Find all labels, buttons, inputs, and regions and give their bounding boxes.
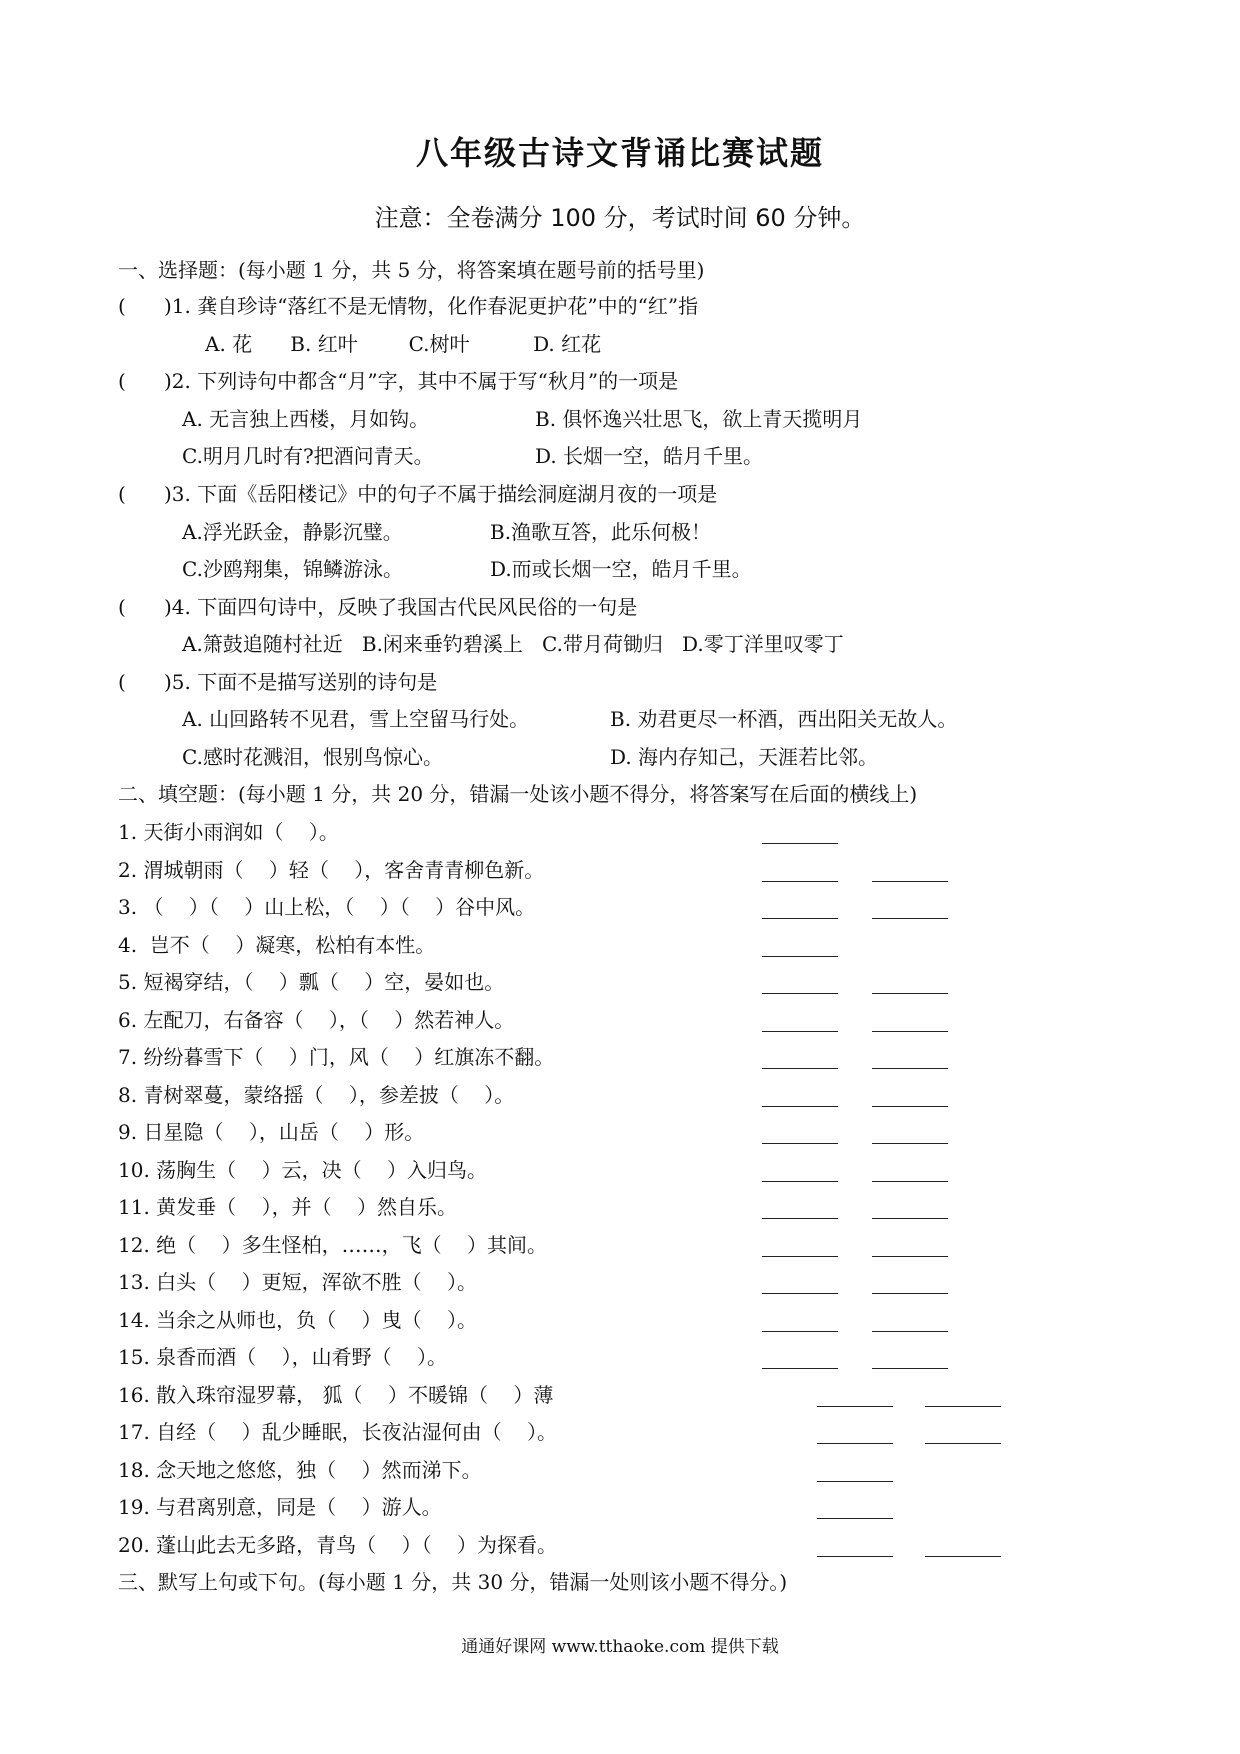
- question-1-options: A. 花 B. 红叶 C.树叶 D. 红花: [205, 332, 602, 356]
- fill-item-19: 19. 与君离别意，同是（ ）游人。: [118, 1495, 442, 1519]
- answer-blank[interactable]: [762, 1217, 838, 1219]
- answer-blank[interactable]: [817, 1442, 893, 1444]
- fill-item-18: 18. 念天地之悠悠，独（ ）然而涕下。: [118, 1458, 482, 1482]
- fill-item-9: 9. 日星隐（ ），山岳（ ）形。: [118, 1120, 425, 1144]
- answer-blank[interactable]: [762, 1367, 838, 1369]
- answer-blank[interactable]: [872, 1105, 948, 1107]
- answer-blank[interactable]: [762, 1180, 838, 1182]
- fill-item-20: 20. 蓬山此去无多路，青鸟（ ）（ ）为探看。: [118, 1533, 558, 1557]
- question-5-option-a: A. 山回路转不见君，雪上空留马行处。: [182, 707, 530, 731]
- fill-item-7: 7. 纷纷暮雪下（ ）门，风（ ）红旗冻不翻。: [118, 1045, 555, 1069]
- answer-blank[interactable]: [762, 1030, 838, 1032]
- question-2-option-c: C.明月几时有?把酒问青天。: [182, 444, 434, 468]
- answer-blank[interactable]: [872, 880, 948, 882]
- answer-blank[interactable]: [872, 992, 948, 994]
- question-4: ( )4. 下面四句诗中，反映了我国古代民风民俗的一句是: [118, 595, 638, 619]
- question-1: ( )1. 龚自珍诗“落红不是无情物，化作春泥更护花”中的“红”指: [118, 294, 699, 318]
- section2-heading: 二、填空题：(每小题 1 分，共 20 分，错漏一处该小题不得分，将答案写在后面的横线上): [118, 782, 918, 806]
- answer-blank[interactable]: [872, 1180, 948, 1182]
- answer-blank[interactable]: [872, 1255, 948, 1257]
- answer-blank[interactable]: [762, 880, 838, 882]
- answer-blank[interactable]: [925, 1405, 1001, 1407]
- fill-item-2: 2. 渭城朝雨（ ）轻（ ），客舍青青柳色新。: [118, 858, 545, 882]
- answer-blank[interactable]: [925, 1442, 1001, 1444]
- question-3-option-b: B.渔歌互答，此乐何极！: [490, 520, 712, 544]
- answer-blank[interactable]: [872, 917, 948, 919]
- question-5-option-b: B. 劝君更尽一杯酒，西出阳关无故人。: [610, 707, 958, 731]
- question-5: ( )5. 下面不是描写送别的诗句是: [118, 670, 438, 694]
- answer-blank[interactable]: [817, 1405, 893, 1407]
- page-title: 八年级古诗文背诵比赛试题: [415, 134, 824, 172]
- question-3: ( )3. 下面《岳阳楼记》中的句子不属于描绘洞庭湖月夜的一项是: [118, 482, 718, 506]
- fill-item-4: 4. 岂不（ ）凝寒，松柏有本性。: [118, 933, 436, 957]
- question-5-option-d: D. 海内存知己，天涯若比邻。: [610, 745, 879, 769]
- exam-note: 注意：全卷满分 100 分，考试时间 60 分钟。: [374, 204, 866, 232]
- fill-item-14: 14. 当余之从师也，负（ ）曳（ ）。: [118, 1308, 478, 1332]
- answer-blank[interactable]: [762, 1142, 838, 1144]
- question-3-option-a: A.浮光跃金，静影沉璧。: [182, 520, 403, 544]
- answer-blank[interactable]: [872, 1142, 948, 1144]
- answer-blank[interactable]: [925, 1555, 1001, 1557]
- fill-item-11: 11. 黄发垂（ ），并（ ）然自乐。: [118, 1195, 458, 1219]
- question-2-option-d: D. 长烟一空，皓月千里。: [535, 444, 764, 468]
- page-footer: 通通好课网 www.tthaoke.com 提供下载: [461, 1637, 779, 1657]
- answer-blank[interactable]: [872, 1067, 948, 1069]
- fill-item-13: 13. 白头（ ）更短，浑欲不胜（ ）。: [118, 1270, 478, 1294]
- answer-blank[interactable]: [872, 1330, 948, 1332]
- question-2-option-b: B. 俱怀逸兴壮思飞，欲上青天揽明月: [535, 407, 863, 431]
- question-5-option-c: C.感时花溅泪，恨别鸟惊心。: [182, 745, 443, 769]
- answer-blank[interactable]: [872, 1367, 948, 1369]
- answer-blank[interactable]: [817, 1517, 893, 1519]
- question-3-option-d: D.而或长烟一空，皓月千里。: [490, 557, 752, 581]
- question-4-options: A.箫鼓追随村社近 B.闲来垂钓碧溪上 C.带月荷锄归 D.零丁洋里叹零丁: [182, 632, 844, 656]
- answer-blank[interactable]: [762, 917, 838, 919]
- answer-blank[interactable]: [762, 992, 838, 994]
- answer-blank[interactable]: [762, 1330, 838, 1332]
- answer-blank[interactable]: [872, 1217, 948, 1219]
- answer-blank[interactable]: [817, 1555, 893, 1557]
- answer-blank[interactable]: [872, 1292, 948, 1294]
- answer-blank[interactable]: [762, 1067, 838, 1069]
- section3-heading: 三、默写上句或下句。(每小题 1 分，共 30 分，错漏一处则该小题不得分。): [118, 1570, 788, 1594]
- fill-item-15: 15. 泉香而酒（ ），山肴野（ ）。: [118, 1345, 448, 1369]
- fill-item-3: 3. （ ）（ ）山上松，（ ）（ ）谷中风。: [118, 895, 536, 919]
- answer-blank[interactable]: [817, 1480, 893, 1482]
- fill-item-16: 16. 散入珠帘湿罗幕， 狐（ ）不暖锦（ ）薄: [118, 1383, 554, 1407]
- question-2-option-a: A. 无言独上西楼，月如钩。: [182, 407, 430, 431]
- fill-item-12: 12. 绝（ ）多生怪柏，……，飞（ ）其间。: [118, 1233, 548, 1257]
- answer-blank[interactable]: [762, 1255, 838, 1257]
- fill-item-5: 5. 短褐穿结，（ ）瓢（ ）空，晏如也。: [118, 970, 505, 994]
- fill-item-1: 1. 天街小雨润如（ ）。: [118, 820, 339, 844]
- fill-item-6: 6. 左配刀，右备容（ ），（ ）然若神人。: [118, 1008, 515, 1032]
- fill-item-17: 17. 自经（ ）乱少睡眠，长夜沾湿何由（ ）。: [118, 1420, 558, 1444]
- answer-blank[interactable]: [762, 842, 838, 844]
- question-3-option-c: C.沙鸥翔集，锦鳞游泳。: [182, 557, 403, 581]
- answer-blank[interactable]: [872, 1030, 948, 1032]
- answer-blank[interactable]: [762, 1105, 838, 1107]
- section1-heading: 一、选择题：(每小题 1 分，共 5 分，将答案填在题号前的括号里): [118, 258, 705, 282]
- answer-blank[interactable]: [762, 1292, 838, 1294]
- question-2: ( )2. 下列诗句中都含“月”字，其中不属于写“秋月”的一项是: [118, 369, 679, 393]
- answer-blank[interactable]: [762, 955, 838, 957]
- fill-item-10: 10. 荡胸生（ ）云，决（ ）入归鸟。: [118, 1158, 488, 1182]
- fill-item-8: 8. 青树翠蔓，蒙络摇（ ），参差披（ ）。: [118, 1083, 515, 1107]
